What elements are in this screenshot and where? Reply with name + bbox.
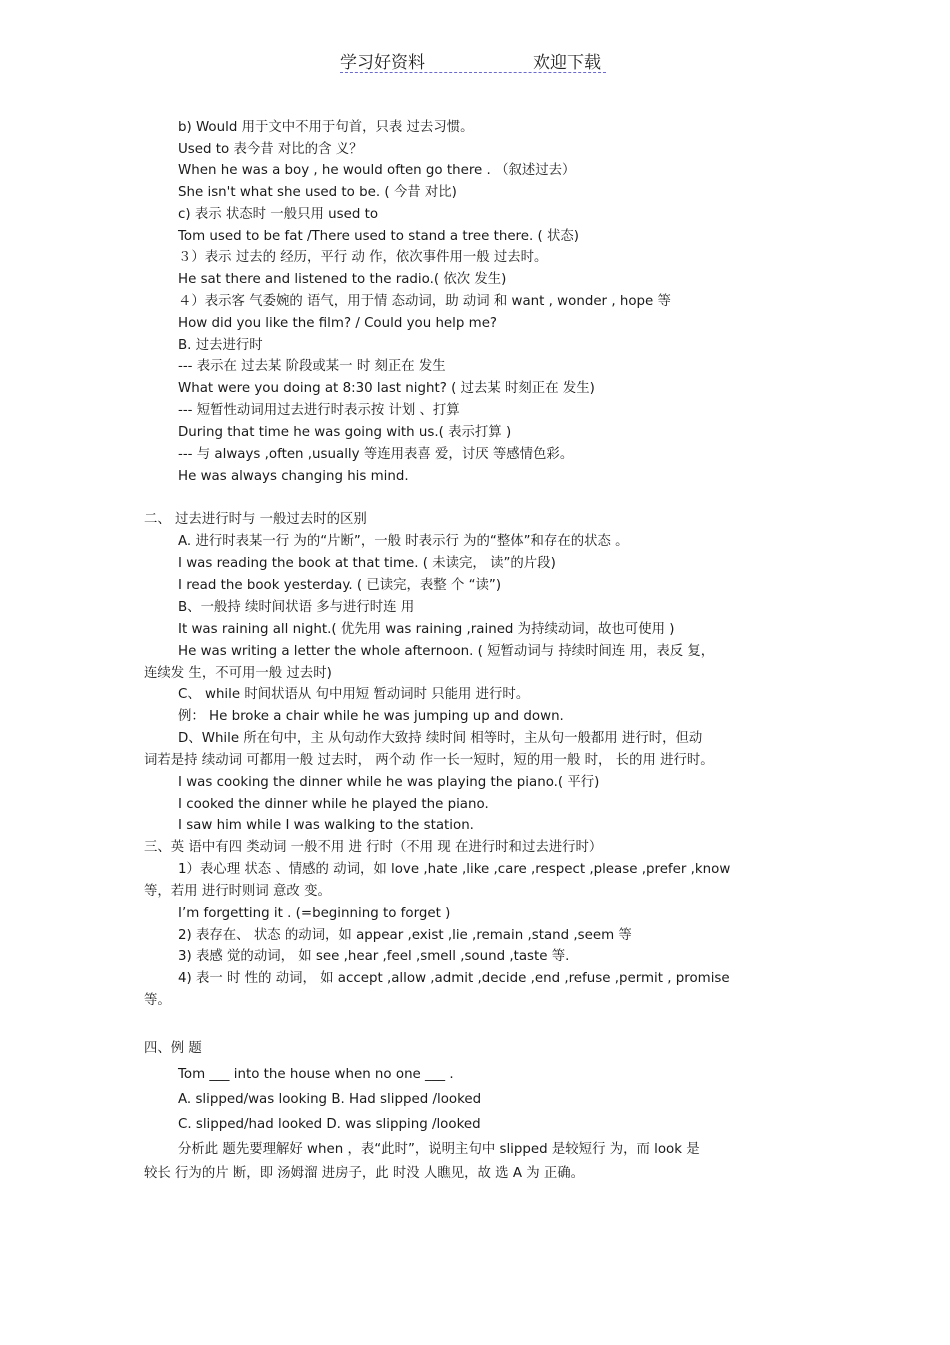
text-line: I was reading the book at that time. ( 未读完， 读”的片段) (178, 556, 556, 571)
text-line: 3) 表感 觉的动词， 如 see ,hear ,feel ,smell ,sound ,taste 等. (178, 949, 570, 964)
text-line: A. 进行时表某一行 为的“片断”，一般 时表示行 为的“整体”和存在的状态 。 (178, 534, 629, 549)
text-line: c) 表示 状态时 一般只用 used to (178, 207, 379, 222)
text-line: When he was a boy , he would often go there . （叙述过去） (178, 163, 576, 178)
text-line: D、While 所在句中，主 从句动作大致持 续时间 相等时，主从句一般都用 进行时，但动 (178, 731, 703, 746)
text-line: He was always changing his mind. (178, 469, 409, 484)
text-line: He sat there and listened to the radio.( 依次 发生) (178, 272, 507, 287)
page-header (340, 48, 610, 72)
text-line: 连续发 生，不可用一般 过去时) (144, 666, 332, 681)
text-line: b) Would 用于文中不用于句首，只表 过去习惯。 (178, 120, 474, 135)
text-line: ４）表示客 气委婉的 语气，用于情 态动词，助 动词 和 want , wonder , hope 等 (178, 294, 671, 309)
text-line: B、一般持 续时间状语 多与进行时连 用 (178, 600, 415, 615)
text-line: How did you like the film? / Could you help me? (178, 316, 498, 331)
section-heading: 三、英 语中有四 类动词 一般不用 进 行时（不用 现 在进行时和过去进行时） (144, 840, 603, 855)
text-line: I was cooking the dinner while he was playing the piano.( 平行) (178, 775, 600, 790)
text-line: He was writing a letter the whole afternoon. ( 短暂动词与 持续时间连 用，表反 复， (178, 644, 715, 659)
section-heading: 四、例 题 (144, 1041, 202, 1056)
text-line: 等，若用 进行时则词 意改 变。 (144, 884, 331, 899)
text-line: --- 表示在 过去某 阶段或某一 时 刻正在 发生 (178, 359, 446, 374)
text-line: C、 while 时间状语从 句中用短 暂动词时 只能用 进行时。 (178, 687, 530, 702)
text-line: She isn't what she used to be. ( 今昔 对比) (178, 185, 457, 200)
text-line: A. slipped/was looking B. Had slipped /looked (178, 1092, 482, 1107)
header-right-text: 欢迎下载 (533, 53, 601, 73)
text-line: Tom used to be fat /There used to stand a tree there. ( 状态) (178, 229, 580, 244)
text-line: --- 与 always ,often ,usually 等连用表喜 爱，讨厌 等感情色彩。 (178, 447, 574, 462)
text-line: ３）表示 过去的 经历，平行 动 作，依次事件用一般 过去时。 (178, 250, 548, 265)
text-line: 2) 表存在、 状态 的动词，如 appear ,exist ,lie ,remain ,stand ,seem 等 (178, 928, 632, 943)
text-line: 等。 (144, 993, 171, 1008)
text-line: During that time he was going with us.( 表示打算 ) (178, 425, 512, 440)
header-dashed-rule (340, 72, 606, 73)
text-line: B. 过去进行时 (178, 338, 263, 353)
text-line: 词若是持 续动词 可都用一般 过去时， 两个动 作一长一短时，短的用一般 时， 长的用 进行时。 (144, 753, 714, 768)
text-line: It was raining all night.( 优先用 was raining ,rained 为持续动词，故也可使用 ) (178, 622, 675, 637)
text-line: --- 短暂性动词用过去进行时表示按 计划 、打算 (178, 403, 460, 418)
text-line: I’m forgetting it . (=beginning to forget ) (178, 906, 451, 921)
text-line: I saw him while I was walking to the station. (178, 818, 474, 833)
text-line: 较长 行为的片 断，即 汤姆溜 进房子，此 时没 人瞧见，故 选 A 为 正确。 (144, 1166, 585, 1181)
text-line: 4) 表一 时 性的 动词， 如 accept ,allow ,admit ,decide ,end ,refuse ,permit , promise (178, 971, 730, 986)
text-line: Tom ___ into the house when no one ___ . (178, 1067, 454, 1082)
text-line: C. slipped/had looked D. was slipping /looked (178, 1117, 481, 1132)
text-line: 1）表心理 状态 、情感的 动词，如 love ,hate ,like ,care ,respect ,please ,prefer ,know (178, 862, 731, 877)
header-left-text: 学习好资料 (340, 53, 425, 73)
text-line: I cooked the dinner while he played the piano. (178, 797, 489, 812)
text-line: Used to 表今昔 对比的含 义？ (178, 142, 363, 157)
section-heading: 二、 过去进行时与 一般过去时的区别 (144, 512, 367, 527)
text-line: I read the book yesterday. ( 已读完，表整 个 “读”) (178, 578, 502, 593)
text-line: 例： He broke a chair while he was jumping up and down. (178, 709, 564, 724)
text-line: What were you doing at 8:30 last night? ( 过去某 时刻正在 发生) (178, 381, 595, 396)
text-line: 分析此 题先要理解好 when ，表“此时”，说明主句中 slipped 是较短行 为，而 look 是 (178, 1142, 700, 1157)
